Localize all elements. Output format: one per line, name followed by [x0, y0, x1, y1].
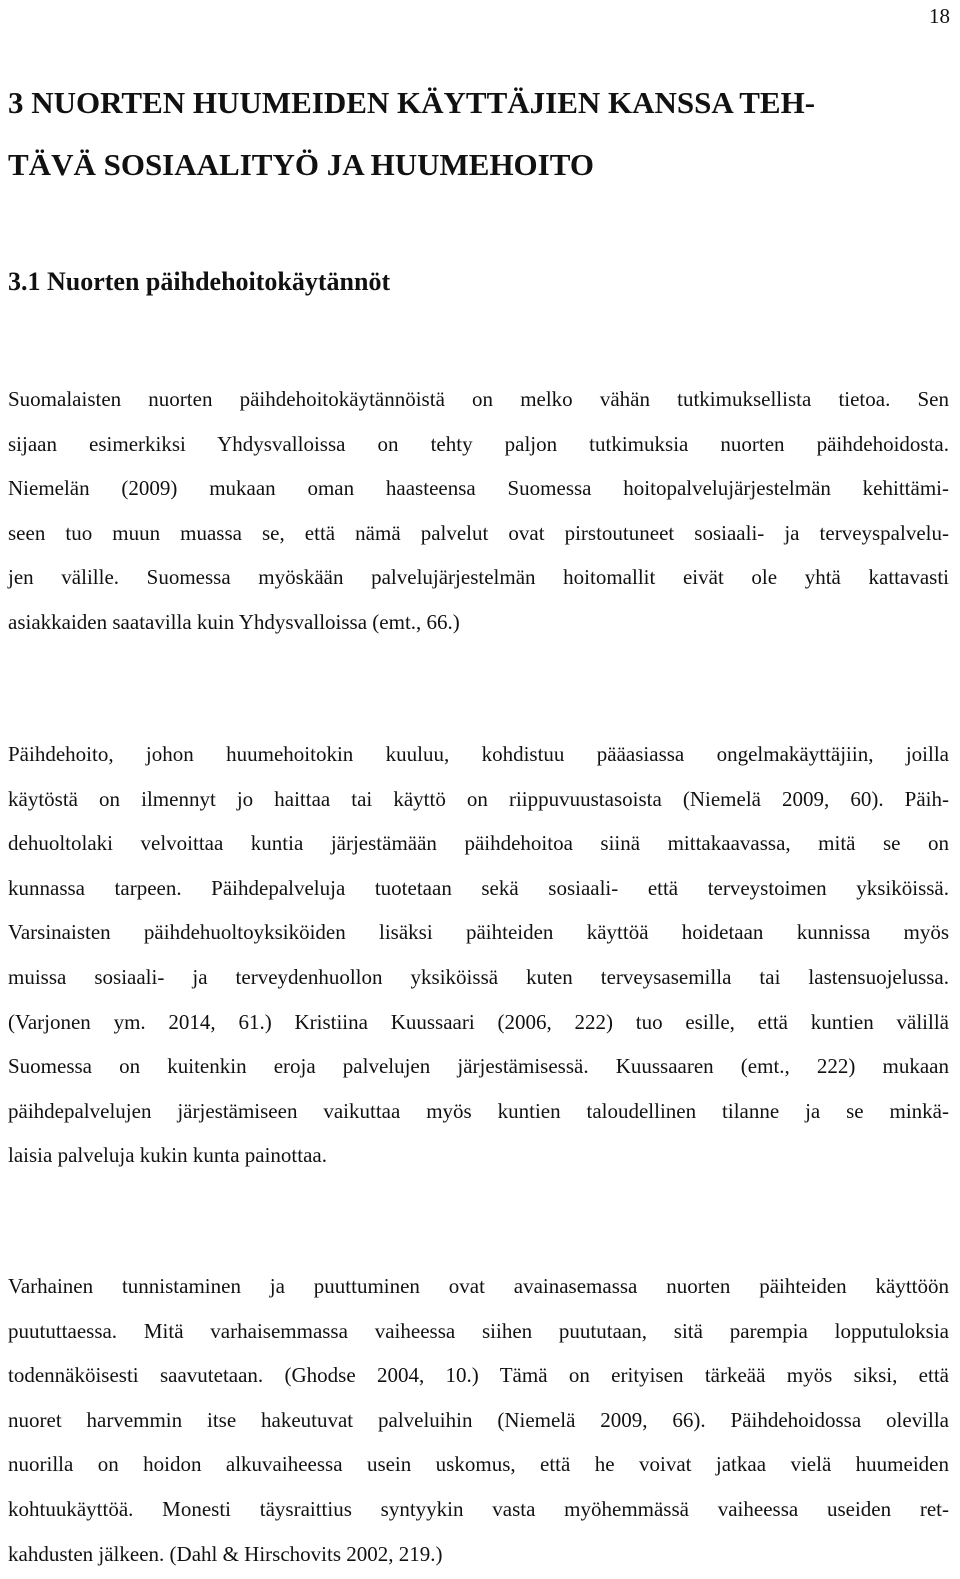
text-line: puututtaessa. Mitä varhaisemmassa vaiheessa siihen puututaan, sitä parempia lopputuloksia [8, 1318, 949, 1343]
text-line: nuorilla on hoidon alkuvaiheessa usein uskomus, että he voivat jatkaa vielä huumeiden [8, 1452, 949, 1477]
text-line: Niemelän (2009) mukaan oman haasteensa Suomessa hoitopalvelujärjestelmän kehittämi- [8, 476, 949, 501]
text-line: sijaan esimerkiksi Yhdysvalloissa on tehty paljon tutkimuksia nuorten päihdehoidosta. [8, 431, 949, 456]
text-line: laisia palveluja kukin kunta painottaa. [8, 1143, 327, 1168]
text-line: nuoret harvemmin itse hakeutuvat palveluihin (Niemelä 2009, 66). Päihdehoidossa olevilla [8, 1407, 949, 1432]
text-line: dehuoltolaki velvoittaa kuntia järjestämään päihdehoitoa siinä mittakaavassa, mitä se on [8, 831, 949, 856]
text-line: kahdusten jälkeen. (Dahl & Hirschovits 2002, 219.) [8, 1541, 443, 1566]
chapter-heading [8, 72, 948, 196]
body-paragraph-2 [8, 732, 949, 1178]
text-line: muissa sosiaali- ja terveydenhuollon yksiköissä kuten terveysasemilla tai lastensuojelussa. [8, 964, 949, 989]
section-heading: 3.1 Nuorten päihdehoitokäytännöt [8, 267, 391, 296]
body-paragraph-3 [8, 1264, 949, 1576]
chapter-heading-line: TÄVÄ SOSIAALITYÖ JA HUUMEHOITO [8, 147, 594, 182]
text-line: todennäköisesti saavutetaan. (Ghodse 2004, 10.) Tämä on erityisen tärkeää myös siksi, että [8, 1363, 949, 1388]
text-line: kohtuukäyttöä. Monesti täysraittius syntyykin vasta myöhemmässä vaiheessa useiden ret- [8, 1496, 949, 1521]
text-line: Päihdehoito, johon huumehoitokin kuuluu, kohdistuu pääasiassa ongelmakäyttäjiin, joilla [8, 742, 949, 766]
body-paragraph-1 [8, 377, 949, 645]
page-number: 18 [929, 4, 950, 28]
text-line: seen tuo muun muassa se, että nämä palvelut ovat pirstoutuneet sosiaali- ja terveyspalvelu- [8, 520, 949, 545]
text-line: Suomalaisten nuorten päihdehoitokäytännöistä on melko vähän tutkimuksellista tietoa. Sen [8, 387, 949, 411]
text-line: käytöstä on ilmennyt jo haittaa tai käyttö on riippuvuustasoista (Niemelä 2009, 60). Päih- [8, 786, 949, 811]
text-line: (Varjonen ym. 2014, 61.) Kristiina Kuussaari (2006, 222) tuo esille, että kuntien välillä [8, 1009, 949, 1034]
text-line: kunnassa tarpeen. Päihdepalveluja tuotetaan sekä sosiaali- että terveystoimen yksiköissä. [8, 875, 949, 900]
text-line: Varhainen tunnistaminen ja puuttuminen ovat avainasemassa nuorten päihteiden käyttöön [8, 1274, 949, 1298]
text-line: päihdepalvelujen järjestämiseen vaikuttaa myös kuntien taloudellinen tilanne ja se minkä- [8, 1098, 949, 1123]
text-line: Suomessa on kuitenkin eroja palvelujen järjestämisessä. Kuussaaren (emt., 222) mukaan [8, 1054, 949, 1079]
text-line: jen välille. Suomessa myöskään palvelujärjestelmän hoitomallit eivät ole yhtä kattavasti [8, 565, 949, 590]
text-line: asiakkaiden saatavilla kuin Yhdysvalloissa (emt., 66.) [8, 609, 460, 634]
text-line: Varsinaisten päihdehuoltoyksiköiden lisäksi päihteiden käyttöä hoidetaan kunnissa myös [8, 920, 949, 945]
chapter-heading-line: 3 NUORTEN HUUMEIDEN KÄYTTÄJIEN KANSSA TEH- [8, 85, 816, 120]
